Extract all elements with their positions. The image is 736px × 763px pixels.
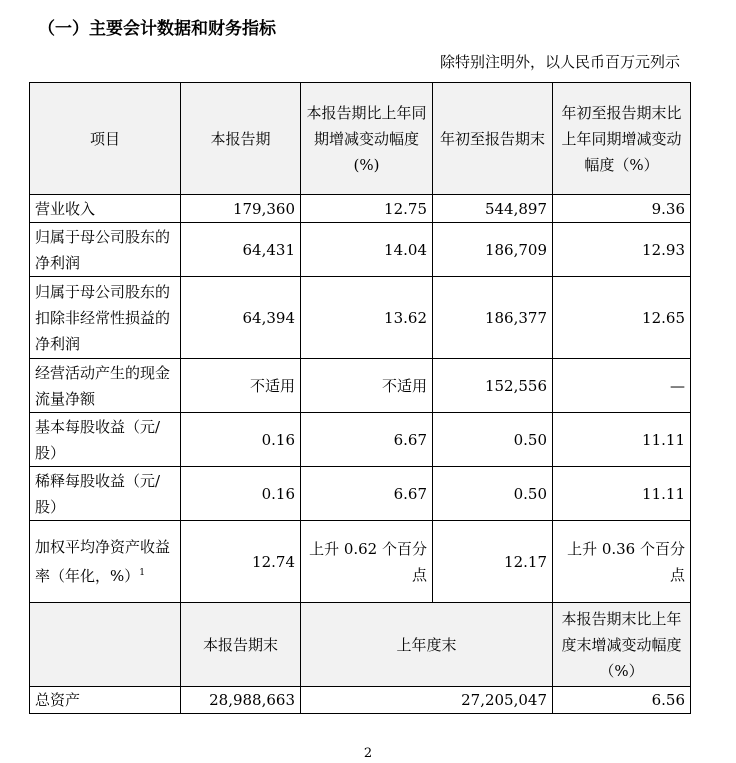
table-subheader-row bbox=[30, 603, 691, 687]
cell-yoy: 6.67 bbox=[301, 467, 433, 521]
subheader-change: 本报告期末比上年度末增减变动幅度（%） bbox=[553, 603, 691, 687]
cell-ytd-yoy: 11.11 bbox=[553, 413, 691, 467]
cell-ytd-yoy: — bbox=[553, 359, 691, 413]
cell-current-end: 28,988,663 bbox=[181, 687, 301, 714]
cell-ytd-yoy: 9.36 bbox=[553, 195, 691, 223]
header-ytd-yoy: 年初至报告期末比上年同期增减变动幅度（%） bbox=[553, 83, 691, 195]
cell-ytd-yoy: 11.11 bbox=[553, 467, 691, 521]
header-ytd: 年初至报告期末 bbox=[433, 83, 553, 195]
cell-current: 64,394 bbox=[181, 277, 301, 359]
table-row bbox=[30, 195, 691, 223]
row-label: 归属于母公司股东的扣除非经常性损益的净利润 bbox=[30, 277, 181, 359]
table-row bbox=[30, 223, 691, 277]
cell-yoy: 14.04 bbox=[301, 223, 433, 277]
page-number: 2 bbox=[363, 746, 373, 761]
table-row bbox=[30, 359, 691, 413]
row-label: 基本每股收益（元/股） bbox=[30, 413, 181, 467]
cell-ytd: 186,709 bbox=[433, 223, 553, 277]
cell-ytd: 12.17 bbox=[433, 521, 553, 603]
header-current: 本报告期 bbox=[181, 83, 301, 195]
cell-ytd-yoy: 12.65 bbox=[553, 277, 691, 359]
table-row bbox=[30, 413, 691, 467]
subheader-current-end: 本报告期末 bbox=[181, 603, 301, 687]
cell-yoy: 不适用 bbox=[301, 359, 433, 413]
section-title: （一）主要会计数据和财务指标 bbox=[38, 19, 276, 39]
table-row bbox=[30, 277, 691, 359]
cell-current: 12.74 bbox=[181, 521, 301, 603]
cell-current: 64,431 bbox=[181, 223, 301, 277]
cell-ytd: 0.50 bbox=[433, 413, 553, 467]
cell-current: 179,360 bbox=[181, 195, 301, 223]
cell-yoy: 13.62 bbox=[301, 277, 433, 359]
footnote-marker: 1 bbox=[139, 568, 145, 578]
row-label: 经营活动产生的现金流量净额 bbox=[30, 359, 181, 413]
table-row bbox=[30, 521, 691, 603]
cell-current: 不适用 bbox=[181, 359, 301, 413]
cell-prior-year-end: 27,205,047 bbox=[301, 687, 553, 714]
row-label: 营业收入 bbox=[30, 195, 181, 223]
row-label: 归属于母公司股东的净利润 bbox=[30, 223, 181, 277]
cell-ytd: 544,897 bbox=[433, 195, 553, 223]
cell-ytd: 0.50 bbox=[433, 467, 553, 521]
header-item: 项目 bbox=[30, 83, 181, 195]
table-row bbox=[30, 467, 691, 521]
row-label-text: 加权平均净资产收益率（年化，%） bbox=[35, 538, 171, 585]
cell-current: 0.16 bbox=[181, 467, 301, 521]
unit-note: 除特别注明外，以人民币百万元列示 bbox=[439, 53, 680, 71]
cell-yoy: 12.75 bbox=[301, 195, 433, 223]
table-row bbox=[30, 687, 691, 714]
cell-ytd: 152,556 bbox=[433, 359, 553, 413]
cell-change: 6.56 bbox=[553, 687, 691, 714]
subheader-prior-year-end: 上年度末 bbox=[301, 603, 553, 687]
subheader-blank bbox=[30, 603, 181, 687]
cell-yoy: 6.67 bbox=[301, 413, 433, 467]
financial-table bbox=[29, 82, 691, 714]
row-label bbox=[30, 521, 181, 603]
row-label: 稀释每股收益（元/股） bbox=[30, 467, 181, 521]
cell-ytd: 186,377 bbox=[433, 277, 553, 359]
cell-yoy: 上升 0.62 个百分点 bbox=[301, 521, 433, 603]
cell-ytd-yoy: 上升 0.36 个百分点 bbox=[553, 521, 691, 603]
header-yoy: 本报告期比上年同期增减变动幅度(%) bbox=[301, 83, 433, 195]
row-label: 总资产 bbox=[30, 687, 181, 714]
table-header-row bbox=[30, 83, 691, 195]
cell-current: 0.16 bbox=[181, 413, 301, 467]
cell-ytd-yoy: 12.93 bbox=[553, 223, 691, 277]
